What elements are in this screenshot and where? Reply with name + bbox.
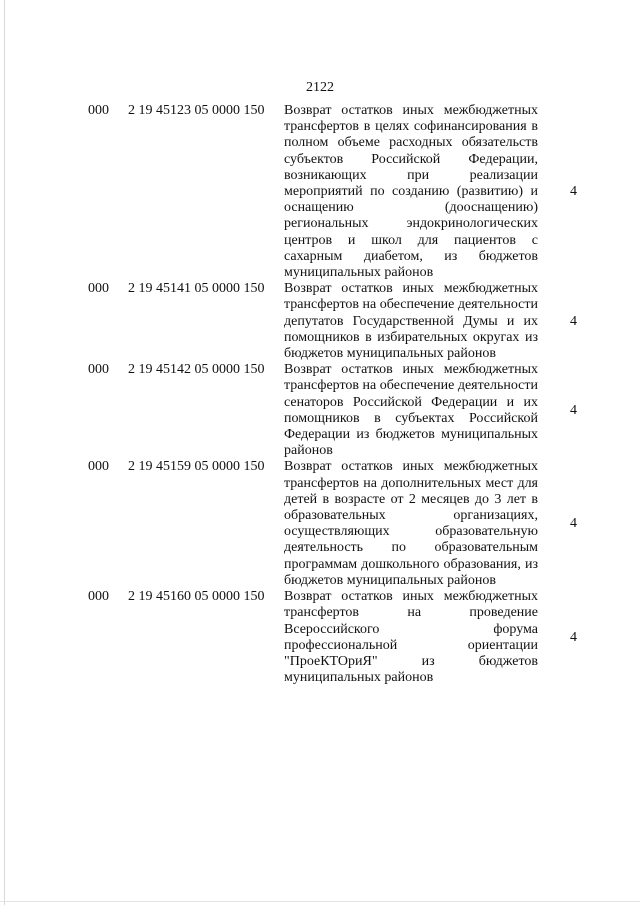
admin-code: 000 <box>88 589 109 605</box>
table-row <box>0 589 640 686</box>
page-number: 2122 <box>306 80 334 95</box>
row-value: 4 <box>570 313 577 329</box>
row-value: 4 <box>570 184 577 200</box>
budget-classification-code: 2 19 45160 05 0000 150 <box>128 589 265 605</box>
row-value: 4 <box>570 402 577 418</box>
row-value: 4 <box>570 516 577 532</box>
row-description: Возврат остатков иных межбюджетных трансфертов на обеспечение деятельности депутатов Государственной Думы и их помощников в избирательных округах из бюджетов муниципальных районов <box>284 281 538 362</box>
row-description: Возврат остатков иных межбюджетных трансфертов на проведение Всероссийского форума профессиональной ориентации "ПроеКТОриЯ" из бюджетов муниципальных районов <box>284 589 538 686</box>
budget-classification-code: 2 19 45159 05 0000 150 <box>128 459 265 475</box>
budget-classification-code: 2 19 45141 05 0000 150 <box>128 281 265 297</box>
scan-bottom-edge <box>0 901 640 902</box>
row-description: Возврат остатков иных межбюджетных трансфертов на обеспечение деятельности сенаторов Российской Федерации и их помощников в субъектах Российской Федерации из бюджетов муниципальных районов <box>284 362 538 459</box>
budget-classification-code: 2 19 45123 05 0000 150 <box>128 103 265 118</box>
admin-code: 000 <box>88 459 109 475</box>
table-row <box>0 103 640 281</box>
budget-classification-code: 2 19 45142 05 0000 150 <box>128 362 265 378</box>
table-row <box>0 459 640 589</box>
budget-code-table <box>0 103 640 686</box>
row-description: Возврат остатков иных межбюджетных трансфертов в целях софинансирования в полном объеме расходных обязательств субъектов Российской Федерации, возникающих при реализации мероприятий по созданию (развитию) и оснащению (дооснащению) региональных эндокринологических центров и школ для пациентов с сахарным диабетом, из бюджетов муниципальных районов <box>284 103 538 281</box>
table-row <box>0 281 640 362</box>
row-value: 4 <box>570 629 577 645</box>
admin-code: 000 <box>88 103 109 118</box>
table-row <box>0 362 640 459</box>
admin-code: 000 <box>88 281 109 297</box>
admin-code: 000 <box>88 362 109 378</box>
row-description: Возврат остатков иных межбюджетных трансфертов на дополнительных мест для детей в возрасте от 2 месяцев до 3 лет в образовательных организациях, осуществляющих образовательную деятельность по образовательным программам дошкольного образования, из бюджетов муниципальных районов <box>284 459 538 588</box>
